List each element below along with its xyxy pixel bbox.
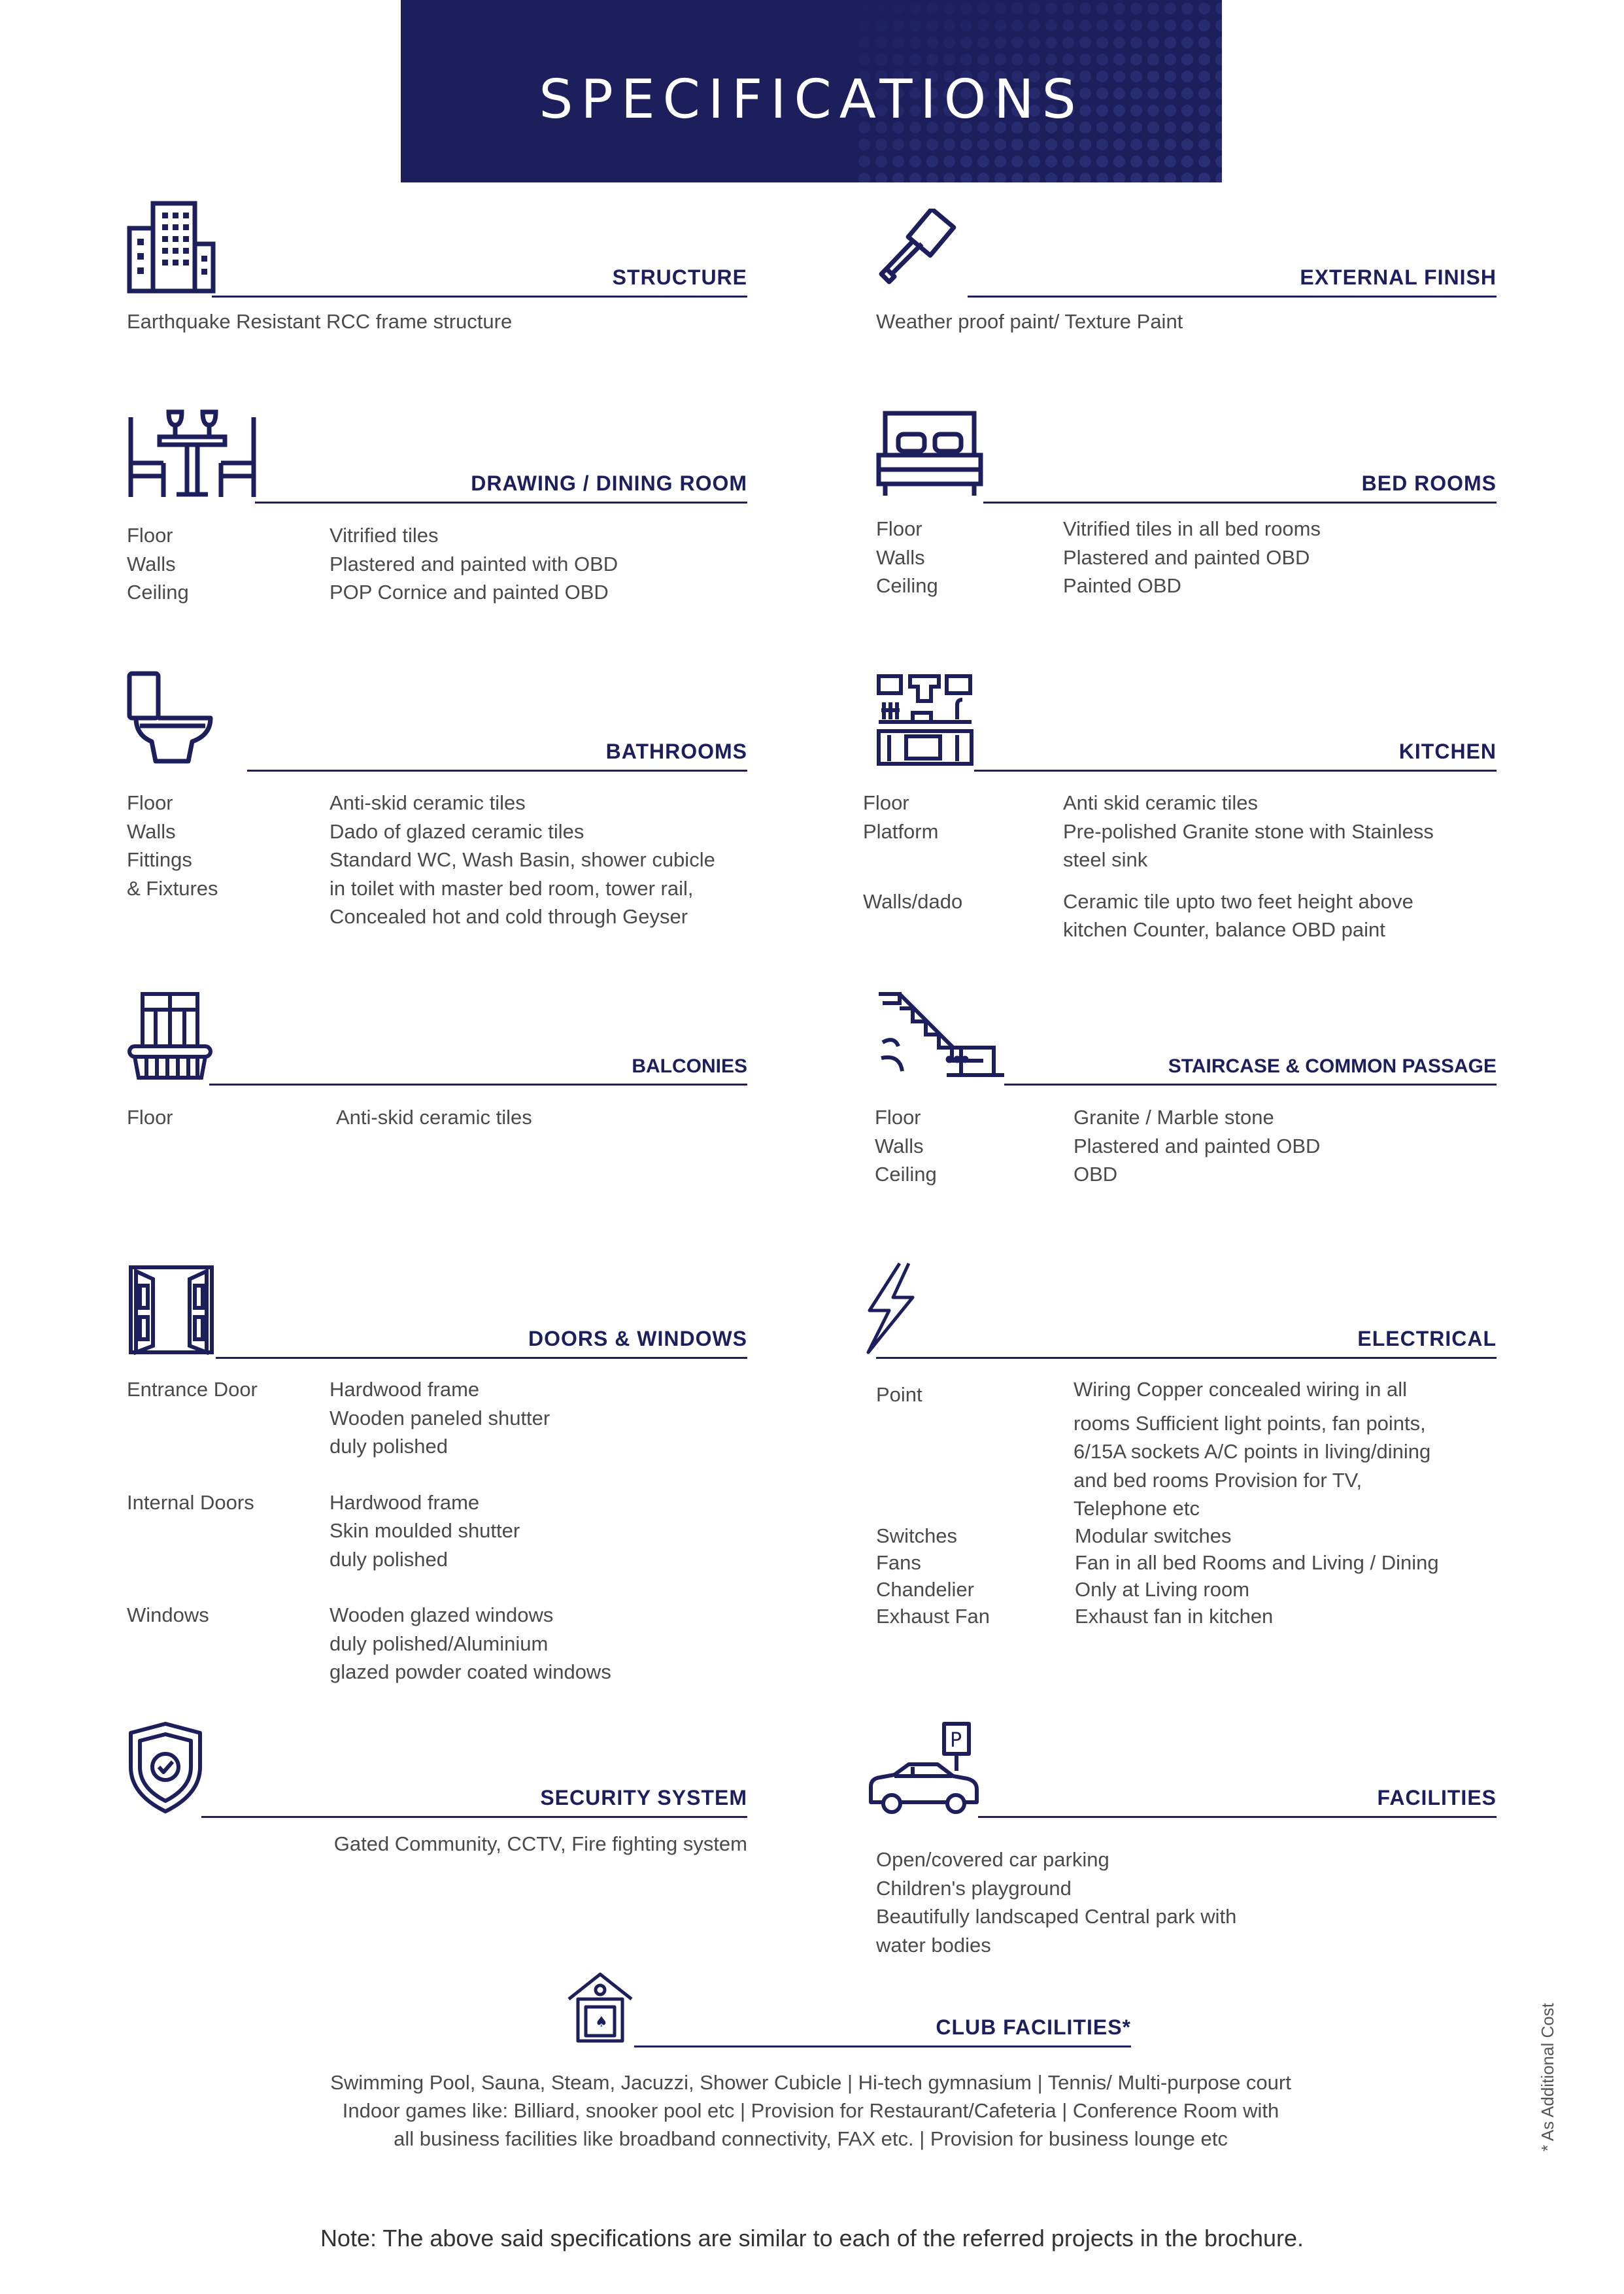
electrical-rows [876,1522,1439,1630]
staircase-icon [876,990,1004,1082]
spec-row: duly polished [330,1547,448,1571]
club-line: Indoor games like: Billiard, snooker pool etc | Provision for Restaurant/Cafeteria | Conference Room with [342,2099,1279,2122]
section-divider [974,770,1497,772]
bed-icon [876,408,983,500]
list-item: Children's playground [876,1876,1072,1900]
section-club [566,1972,1131,2047]
spec-row: Floor Anti-skid ceramic tiles [127,1106,532,1129]
shield-icon [127,1721,204,1814]
spec-row: Concealed hot and cold through Geyser [330,905,688,928]
electrical-point [876,1375,1430,1523]
spec-row: Skin moulded shutter [330,1519,520,1542]
spec-row: kitchen Counter, balance OBD paint [1063,918,1385,941]
footnote: Note: The above said specifications are similar to each of the referred projects in the brochure. [320,2225,1304,2251]
section-title: STRUCTURE [612,265,747,289]
dining-table-icon [127,408,258,500]
list-item: Beautifully landscaped Central park with [876,1905,1237,1928]
kitchen-rows [863,789,1434,944]
facilities-list [876,1845,1236,1959]
section-title: ELECTRICAL [1357,1327,1497,1350]
spec-row: Wooden paneled shutter [330,1406,550,1429]
section-divider [212,296,747,298]
additional-cost-note: * As Additional Cost [1538,2003,1557,2151]
spec-row: Walls Dado of glazed ceramic tiles [127,819,584,843]
section-doors-windows [127,1262,747,1359]
section-divider [876,1357,1497,1359]
spec-row: 6/15A sockets A/C points in living/dining [1074,1440,1431,1463]
spec-row: Floor Anti skid ceramic tiles [863,791,1259,814]
section-title: EXTERNAL FINISH [1300,265,1497,289]
club-line: Swimming Pool, Sauna, Steam, Jacuzzi, Shower Cubicle | Hi-tech gymnasium | Tennis/ Multi-purpose court [330,2071,1291,2094]
header-banner [401,0,1222,182]
section-title: BED ROOMS [1361,471,1497,495]
spec-row: rooms Sufficient light points, fan points, [1074,1411,1426,1435]
spec-row: Fittings Standard WC, Wash Basin, shower cubicle [127,848,715,871]
section-title: SECURITY SYSTEM [540,1786,747,1809]
spec-row: Point Wiring Copper concealed wiring in all [876,1378,1408,1406]
section-title: KITCHEN [1398,740,1497,763]
spec-row: glazed powder coated windows [330,1660,611,1683]
page-title: SPECIFICATIONS [539,69,1084,131]
balcony-icon [127,990,213,1082]
spec-row: Ceiling Painted OBD [876,574,1181,597]
section-title: DRAWING / DINING ROOM [471,471,747,495]
svg-text:P: P [950,1729,962,1752]
spec-row: Exhaust Fan Exhaust fan in kitchen [876,1605,1274,1628]
spec-row: Walls Plastered and painted OBD [875,1134,1321,1157]
section-structure [127,196,747,298]
bathrooms-rows [127,789,715,931]
building-icon [127,197,216,294]
section-security [127,1720,747,1818]
section-divider [209,1084,747,1086]
section-bed-rooms [876,405,1497,504]
spec-row: Ceiling OBD [875,1163,1118,1186]
spec-row: Switches Modular switches [876,1524,1232,1547]
list-item: Open/covered car parking [876,1848,1109,1871]
spec-row: Walls Plastered and painted OBD [876,545,1310,569]
section-external-finish [876,196,1497,298]
section-kitchen [876,674,1497,772]
section-title: BALCONIES [632,1055,747,1077]
spec-row: Floor Anti-skid ceramic tiles [127,791,526,814]
spec-row: steel sink [1063,848,1148,871]
svg-text:♠: ♠ [595,2014,608,2030]
spec-row: Floor Vitrified tiles [127,524,439,547]
external-finish-text: Weather proof paint/ Texture Paint [876,310,1183,333]
lightning-icon [863,1261,922,1355]
section-title: DOORS & WINDOWS [528,1327,747,1350]
spec-row: & Fixtures in toilet with master bed room, tower rail, [127,876,694,900]
spec-row: Walls Plastered and painted with OBD [127,552,618,575]
section-divider [978,1816,1497,1818]
security-text: Gated Community, CCTV, Fire fighting system [333,1832,747,1855]
section-divider [255,502,747,504]
car-parking-icon [867,1721,979,1814]
section-facilities [867,1720,1497,1818]
spec-row: Internal Doors Hardwood frame [127,1490,480,1514]
spec-row: Telephone etc [1074,1497,1200,1520]
section-title: BATHROOMS [605,740,747,763]
section-divider [968,296,1497,298]
spec-row: Walls/dado Ceramic tile upto two feet height above [863,889,1413,913]
spec-row: and bed rooms Provision for TV, [1074,1468,1362,1492]
kitchen-icon [876,672,974,768]
section-drawing-dining [127,405,747,504]
paint-roller-icon [876,209,961,294]
drawing-dining-rows [127,521,618,607]
bed-rooms-rows [876,515,1321,600]
section-divider [983,502,1497,504]
door-icon [127,1265,216,1355]
toilet-icon [127,670,216,768]
spec-row: Floor Vitrified tiles in all bed rooms [876,517,1321,540]
balconies-rows [127,1103,532,1132]
section-divider [1004,1084,1497,1086]
spec-row: Windows Wooden glazed windows [127,1603,554,1626]
club-house-icon [566,1970,634,2044]
staircase-rows [875,1103,1320,1189]
spec-row: Floor Granite / Marble stone [875,1106,1274,1129]
spec-row: Entrance Door Hardwood frame [127,1378,480,1401]
spec-row: duly polished/Aluminium [330,1632,549,1655]
club-facilities-text [196,2068,1425,2153]
section-title: CLUB FACILITIES* [936,2015,1131,2039]
section-staircase [876,987,1497,1086]
section-divider [634,2046,1131,2047]
section-electrical [863,1262,1497,1359]
section-title: STAIRCASE & COMMON PASSAGE [1168,1055,1497,1077]
doors-windows-rows [127,1375,611,1686]
section-title: FACILITIES [1377,1786,1497,1809]
section-divider [201,1816,747,1818]
section-divider [216,1357,747,1359]
list-item: water bodies [876,1933,991,1957]
section-bathrooms [127,674,747,772]
spec-row: Ceiling POP Cornice and painted OBD [127,581,609,604]
spec-row: Chandelier Only at Living room [876,1578,1250,1601]
spec-row: duly polished [330,1435,448,1458]
club-line: all business facilities like broadband connectivity, FAX etc. | Provision for business lounge etc [394,2127,1228,2150]
spec-row: Platform Pre-polished Granite stone with Stainless [863,819,1434,843]
section-divider [247,770,747,772]
structure-text: Earthquake Resistant RCC frame structure [127,310,513,333]
section-balconies [127,987,747,1086]
spec-row: Fans Fan in all bed Rooms and Living / Dining [876,1551,1439,1574]
